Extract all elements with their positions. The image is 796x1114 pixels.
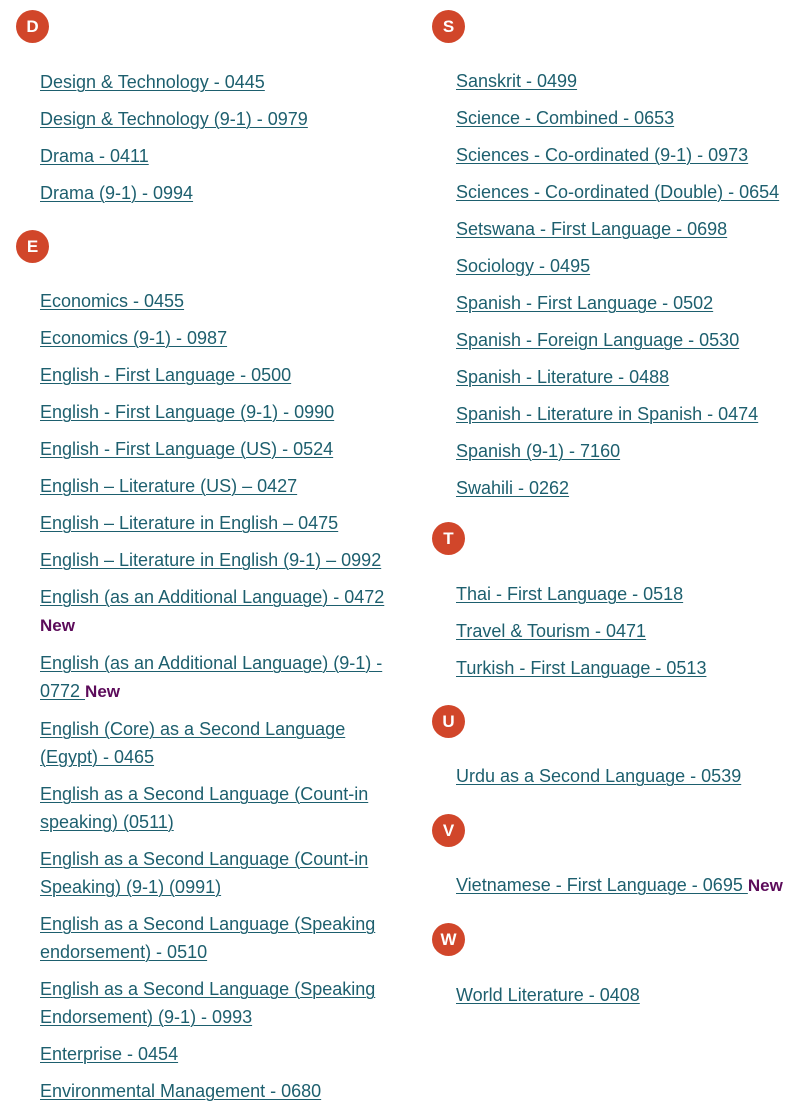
subject-list-d — [40, 68, 406, 216]
list-item — [40, 324, 406, 352]
subject-link[interactable]: Economics - 0455 — [40, 291, 185, 311]
subject-link[interactable]: Turkish - First Language - 0513 — [456, 658, 707, 678]
list-item — [456, 981, 792, 1009]
subject-list-v — [456, 871, 792, 909]
list-item — [40, 398, 406, 426]
subject-link[interactable]: Spanish - Foreign Language - 0530 — [456, 330, 740, 350]
list-item — [456, 215, 792, 243]
subject-link[interactable]: Vietnamese - First Language - 0695 — [456, 875, 748, 895]
subject-link[interactable]: Economics (9-1) - 0987 — [40, 328, 228, 348]
subject-link[interactable]: English as a Second Language (Speaking endorsement) - 0510 — [40, 914, 376, 962]
subject-link[interactable]: Science - Combined - 0653 — [456, 108, 675, 128]
list-item — [40, 1077, 406, 1105]
subject-link[interactable]: English – Literature (US) – 0427 — [40, 476, 298, 496]
subject-list-e — [40, 287, 406, 1114]
list-item — [456, 580, 792, 608]
subject-link[interactable]: Sociology - 0495 — [456, 256, 591, 276]
subject-link[interactable]: Environmental Management - 0680 — [40, 1081, 322, 1101]
subject-list-s — [456, 67, 792, 511]
list-item — [456, 326, 792, 354]
letter-badge-v: V — [432, 814, 465, 847]
subject-link[interactable]: Design & Technology - 0445 — [40, 72, 265, 92]
subject-link[interactable]: Spanish - First Language - 0502 — [456, 293, 714, 313]
subject-link[interactable]: English - First Language (9-1) - 0990 — [40, 402, 335, 422]
new-badge: New — [747, 876, 783, 895]
subject-link[interactable]: Design & Technology (9-1) - 0979 — [40, 109, 308, 129]
list-item — [456, 617, 792, 645]
letter-badge-s: S — [432, 10, 465, 43]
list-item — [40, 287, 406, 315]
subject-link[interactable]: Drama - 0411 — [40, 146, 149, 166]
subject-link[interactable]: Enterprise - 0454 — [40, 1044, 179, 1064]
list-item — [40, 780, 406, 836]
list-item — [40, 142, 406, 170]
subject-list-w — [456, 981, 792, 1018]
subject-link[interactable]: English as a Second Language (Count-in Speaking) (9-1) (0991) — [40, 849, 369, 897]
new-badge: New — [85, 682, 121, 701]
list-item — [456, 437, 792, 465]
list-item — [40, 1040, 406, 1068]
subject-link[interactable]: English (as an Additional Language) (9-1) - 0772 — [40, 653, 383, 701]
subject-link[interactable]: Spanish (9-1) - 7160 — [456, 441, 621, 461]
subject-link[interactable]: Setswana - First Language - 0698 — [456, 219, 728, 239]
list-item — [456, 363, 792, 391]
list-item — [40, 361, 406, 389]
list-item — [456, 178, 792, 206]
list-item — [456, 654, 792, 682]
subject-link[interactable]: Sciences - Co-ordinated (Double) - 0654 — [456, 182, 780, 202]
subject-link[interactable]: Spanish - Literature in Spanish - 0474 — [456, 404, 759, 424]
subject-link[interactable]: English as a Second Language (Speaking Endorsement) (9-1) - 0993 — [40, 979, 376, 1027]
list-item — [40, 105, 406, 133]
list-item — [456, 474, 792, 502]
subject-link[interactable]: English as a Second Language (Count-in speaking) (0511) — [40, 784, 369, 832]
subject-link[interactable]: English (Core) as a Second Language (Egypt) - 0465 — [40, 719, 346, 767]
subject-link[interactable]: Sciences - Co-ordinated (9-1) - 0973 — [456, 145, 749, 165]
list-item — [40, 975, 406, 1031]
letter-badge-t: T — [432, 522, 465, 555]
subject-link[interactable]: English (as an Additional Language) - 0472 — [40, 587, 385, 607]
list-item — [40, 68, 406, 96]
list-item — [40, 472, 406, 500]
subject-link[interactable]: English – Literature in English (9-1) – 0992 — [40, 550, 382, 570]
list-item — [456, 289, 792, 317]
list-item — [456, 141, 792, 169]
subject-link[interactable]: Urdu as a Second Language - 0539 — [456, 766, 742, 786]
subject-link[interactable]: Drama (9-1) - 0994 — [40, 183, 194, 203]
list-item — [456, 762, 792, 790]
subject-link[interactable]: English – Literature in English – 0475 — [40, 513, 339, 533]
list-item — [40, 179, 406, 207]
list-item — [40, 845, 406, 901]
subject-link[interactable]: World Literature - 0408 — [456, 985, 640, 1005]
subject-link[interactable]: Thai - First Language - 0518 — [456, 584, 684, 604]
subject-list-t — [456, 580, 792, 691]
list-item — [40, 649, 406, 706]
list-item — [40, 715, 406, 771]
subject-link[interactable]: Spanish - Literature - 0488 — [456, 367, 670, 387]
list-item — [40, 910, 406, 966]
letter-badge-d: D — [16, 10, 49, 43]
list-item — [456, 871, 792, 900]
list-item — [456, 252, 792, 280]
subject-link[interactable]: Travel & Tourism - 0471 — [456, 621, 647, 641]
list-item — [40, 435, 406, 463]
list-item — [456, 400, 792, 428]
subject-list-u — [456, 762, 792, 799]
letter-badge-u: U — [432, 705, 465, 738]
new-badge: New — [40, 616, 75, 635]
subject-link[interactable]: English - First Language (US) - 0524 — [40, 439, 334, 459]
list-item — [40, 509, 406, 537]
subject-link[interactable]: Swahili - 0262 — [456, 478, 570, 498]
list-item — [40, 546, 406, 574]
list-item — [40, 583, 406, 640]
letter-badge-e: E — [16, 230, 49, 263]
subject-link[interactable]: Sanskrit - 0499 — [456, 71, 578, 91]
subject-link[interactable]: English - First Language - 0500 — [40, 365, 292, 385]
list-item — [456, 104, 792, 132]
letter-badge-w: W — [432, 923, 465, 956]
list-item — [456, 67, 792, 95]
